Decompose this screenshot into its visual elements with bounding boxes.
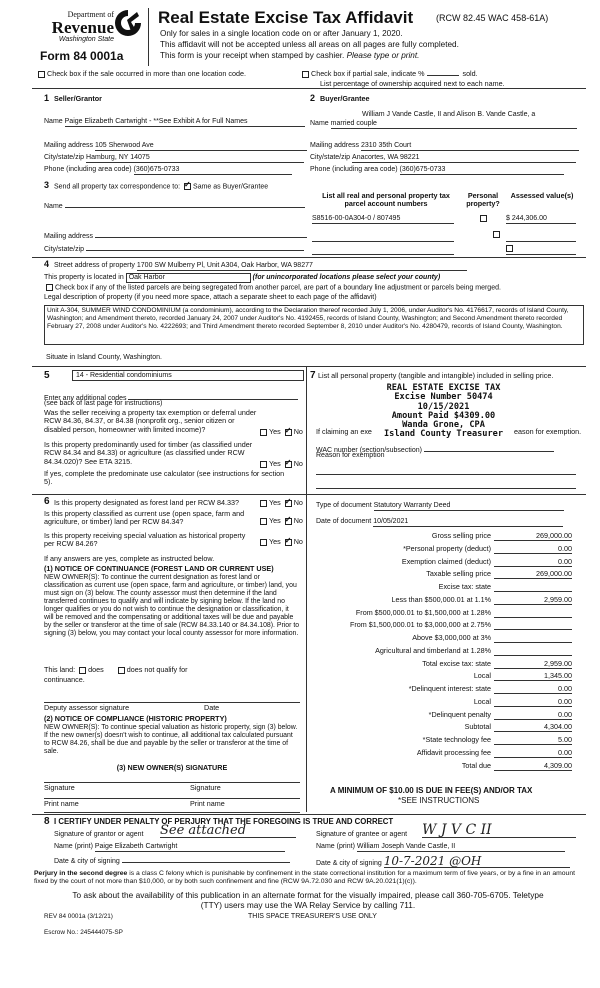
tax-row-label: Total excise tax: state xyxy=(422,658,491,668)
assessed-value-field[interactable]: $ 244,306.00 xyxy=(506,215,576,224)
current-use-yes-checkbox[interactable] xyxy=(260,518,267,525)
does-qualify-checkbox[interactable] xyxy=(79,667,86,674)
forest-section-num: 6 xyxy=(44,496,50,507)
tax-row-value[interactable]: 2,959.00 xyxy=(494,660,572,669)
seller-phone-label: Phone (including area code) xyxy=(44,166,132,173)
if-yes-note: If any answers are yes, complete as instructed below. xyxy=(44,554,215,563)
wac-label: WAC number (section/subsection) xyxy=(316,447,422,454)
tax-row-value[interactable] xyxy=(494,621,572,630)
tax-row-label: *Personal property (deduct) xyxy=(403,543,491,553)
tax-row-label: Excise tax: state xyxy=(438,582,491,592)
certify-text: I CERTIFY UNDER PENALTY OF PERJURY THAT THE FOREGOING IS TRUE AND CORRECT xyxy=(54,817,394,826)
deputy-date-label: Date xyxy=(204,703,220,712)
segregated-label: Check box if any of the listed parcels are being segregated from another parcel, are part of a boundary line adjustment or parcels being merged. xyxy=(55,284,501,292)
wac-field[interactable] xyxy=(424,444,554,452)
correspondence-label: Send all property tax correspondence to: xyxy=(54,183,181,191)
personal-col-header: Personal property? xyxy=(466,191,500,209)
land-use-select[interactable]: 14 - Residential condominiums xyxy=(72,370,304,381)
stamp-line-6: Island County Treasurer xyxy=(384,429,503,440)
timber-yes-no xyxy=(258,460,303,468)
no-label: No xyxy=(293,459,303,468)
corr-name-field[interactable] xyxy=(65,200,305,208)
tax-row xyxy=(316,558,586,568)
tax-row xyxy=(316,762,586,772)
located-label: This property is located in xyxy=(44,274,124,281)
stamp-line-1: REAL ESTATE EXCISE TAX xyxy=(386,383,501,393)
alt-format-line-1: To ask about the availability of this publication in an alternate format for the visually impaired, please call 360-705-6705. Teletype xyxy=(72,890,544,900)
form-title: Real Estate Excise Tax Affidavit xyxy=(158,8,414,27)
grantee-sig-label: Signature of grantee or agent xyxy=(316,831,408,838)
yes-label: Yes xyxy=(269,516,281,525)
tax-row-value[interactable]: 4,309.00 xyxy=(494,762,572,771)
assessed-col-header: Assessed value(s) xyxy=(510,191,574,200)
buyer-phone-label: Phone (including area code) xyxy=(310,166,398,173)
seller-mail-row xyxy=(44,142,307,151)
tax-row-label: Less than $500,000.01 at 1.1% xyxy=(391,594,491,604)
seller-name-row xyxy=(44,118,305,127)
timber-question: Is this property predominantly used for timber (as classified under RCW 84.34 and 84.33) or agriculture (as classified under RCW 84.34.020)? See ETA 3215. xyxy=(44,440,253,466)
tax-row xyxy=(316,532,586,542)
stamp-line-4: Amount Paid $4309.00 xyxy=(391,410,496,421)
tax-row-label: *Delinquent interest: state xyxy=(408,684,491,694)
tax-row-value[interactable] xyxy=(494,634,572,643)
tax-row xyxy=(316,570,586,580)
tax-row-value[interactable]: 5.00 xyxy=(494,736,572,745)
corr-name-label: Name xyxy=(44,203,63,210)
tax-row-label: Exemption claimed (deduct) xyxy=(401,556,491,566)
form-rcw: (RCW 82.45 WAC 458-61A) xyxy=(436,13,549,23)
forest-question: Is this property designated as forest land per RCW 84.33? xyxy=(54,498,239,507)
grantee-date-field[interactable]: 10-7-2021 @OH xyxy=(384,855,570,868)
seller-phone-row xyxy=(44,166,292,175)
tax-row xyxy=(316,749,586,759)
seller-mail-label: Mailing address xyxy=(44,142,94,149)
seller-mail-field[interactable]: 105 Sherwood Ave xyxy=(95,142,307,151)
corr-mail-field[interactable] xyxy=(95,230,307,238)
grantee-print-label: Name (print) xyxy=(316,843,355,850)
current-use-yes-no xyxy=(258,517,303,525)
buyer-mail-row xyxy=(310,142,579,151)
owner-print-label-2: Print name xyxy=(190,799,225,808)
tax-row-label: Gross selling price xyxy=(431,531,491,540)
corr-city-field[interactable] xyxy=(86,243,304,251)
correspondence-section-num: 3 xyxy=(44,180,50,190)
continuance-label: continuance. xyxy=(44,675,85,684)
note-3: This form is your receipt when stamped by cashier. Please type or print. xyxy=(160,51,420,60)
situate-text: Situate in Island County, Washington. xyxy=(46,354,162,361)
partial-sale-label: Check box if partial sale, indicate % xyxy=(311,69,425,78)
tax-row-value[interactable]: 0.00 xyxy=(494,711,572,720)
owner-print-label-1: Print name xyxy=(44,799,79,808)
doc-type-field[interactable]: Statutory Warranty Deed xyxy=(374,502,564,511)
tax-row-label: Subtotal xyxy=(464,722,491,732)
perjury-notice xyxy=(34,870,582,887)
corr-mail-row xyxy=(44,230,307,241)
forest-no-checkbox[interactable] xyxy=(285,500,292,507)
legal-description-box[interactable]: Unit A-304, SUMMER WIND CONDOMINIUM (a condominium), according to the Declaration thereof recorded July 1, 2006, under Auditor's No. 4176617, records of Island County, Washington; and Amendment thereto, recorded January 24, 2007 under Auditor's No. 4192455, records of Island County, Washington; and Second Amendment thereto recorded February 27, 2008 under Auditor's No. 4222693; and Third Amendment thereto recorded September 8, 2010 under Auditor's No. 4280479, records of Island County, Washington. xyxy=(44,305,584,345)
tax-row-label: Local xyxy=(473,696,491,706)
multi-location-row xyxy=(36,70,246,78)
same-as-buyer-checkbox[interactable] xyxy=(184,183,191,190)
tax-row xyxy=(316,685,586,695)
exemption-no-checkbox[interactable] xyxy=(285,429,292,436)
tax-row xyxy=(316,647,586,657)
grantor-print-field[interactable]: Paige Elizabeth Cartwright xyxy=(95,843,285,852)
yes-label: Yes xyxy=(269,537,281,546)
tax-row-value[interactable]: 0.00 xyxy=(494,558,572,567)
yes-label: Yes xyxy=(269,427,281,436)
perjury-text: is a class C felony which is punishable by confinement in the state correctional institution for a maximum term of five years, or by a fine in an amount fixed by the court of not more than $10,000, or by both such confinement and fine (RCW 9A.72.030 and RCW 9A.20.021(1)(c)). xyxy=(34,870,575,886)
agency-logo xyxy=(34,10,114,44)
stamp-line-3: 10/15/2021 xyxy=(417,401,470,412)
legal-desc-label: Legal description of property (if you need more space, attach a separate sheet to each page of the affidavit) xyxy=(44,294,377,301)
forest-yes-checkbox[interactable] xyxy=(260,500,267,507)
partial-sold-label: sold. xyxy=(462,69,478,78)
claim-exemption-start: If claiming an exe xyxy=(316,427,372,436)
agency-state: Washington State xyxy=(58,36,114,44)
alt-format-notice xyxy=(34,890,582,911)
stamp-line-2: Excise Number 50474 xyxy=(394,392,493,403)
tax-row xyxy=(316,672,586,682)
alt-format-line-2: (TTY) users may use the WA Relay Service by calling 711. xyxy=(200,900,416,911)
tax-row-label: *Delinquent penalty xyxy=(428,709,491,719)
compliance-text: NEW OWNER(S): To continue special valuation as historic property, sign (3) below. If the new owner(s) doesn't wish to continue, all additional tax calculated pursuant to RCW 84.26, shall be due and payable by the seller or transferor at the time of sale. xyxy=(44,724,298,755)
tax-row-label: Local xyxy=(473,671,491,681)
tax-row-value[interactable]: 0.00 xyxy=(494,698,572,707)
tax-row-label: Agricultural and timberland at 1.28% xyxy=(375,645,491,655)
agency-revenue: Revenue xyxy=(51,18,114,38)
doc-type-label: Type of document xyxy=(316,502,372,509)
tax-row xyxy=(316,609,586,619)
seller-phone-field[interactable]: (360)675-0733 xyxy=(134,166,292,175)
seller-city-field[interactable]: Hamburg, NY 14075 xyxy=(86,154,304,163)
owner-sig-label-2: Signature xyxy=(190,783,221,792)
grantee-signature[interactable]: W J V C II xyxy=(422,822,576,838)
tax-row-label: Affidavit processing fee xyxy=(416,747,491,757)
corr-city-label: City/state/zip xyxy=(44,246,85,253)
doc-date-row xyxy=(316,518,563,527)
tax-row-value[interactable] xyxy=(494,583,572,592)
buyer-section-title: Buyer/Grantee xyxy=(320,94,370,103)
land-qualify-row xyxy=(44,666,300,674)
new-owner-signature-title: (3) NEW OWNER(S) SIGNATURE xyxy=(116,763,228,772)
land-use-section-num: 5 xyxy=(44,370,50,381)
doc-date-label: Date of document xyxy=(316,518,372,525)
corr-mail-label: Mailing address xyxy=(44,233,94,240)
seller-section-num: 1 xyxy=(44,93,50,103)
parcel-number-field[interactable]: S8516-00-0A304-0 / 807495 xyxy=(312,215,454,224)
personal-property-checkbox-1[interactable] xyxy=(480,215,487,222)
tax-row xyxy=(316,634,586,644)
multi-location-checkbox[interactable] xyxy=(38,71,45,78)
no-label: No xyxy=(293,516,303,525)
tax-row-value[interactable]: 1,345.00 xyxy=(494,672,572,681)
partial-sale-checkbox[interactable] xyxy=(302,71,309,78)
grantee-date-row xyxy=(316,855,570,868)
tax-row xyxy=(316,596,586,606)
no-label: No xyxy=(293,427,303,436)
exemption-question: Was the seller receiving a property tax exemption or deferral under RCW 84.36, 84.37, or 84.38 (nonprofit org., senior citizen or disabled person, homeowner with limited income)? xyxy=(44,408,257,434)
tax-row-value[interactable] xyxy=(494,609,572,618)
partial-list-note: List percentage of ownership acquired next to each name. xyxy=(320,79,505,88)
personal-property-section-num: 7 xyxy=(310,370,316,381)
historic-yes-checkbox[interactable] xyxy=(260,539,267,546)
buyer-phone-row xyxy=(310,166,564,175)
parcel-col-header: List all real and personal property tax parcel account numbers xyxy=(322,191,450,209)
yes-label: Yes xyxy=(269,459,281,468)
no-label: No xyxy=(293,498,303,507)
grantee-print-row xyxy=(316,843,565,852)
corr-name-row xyxy=(44,200,305,211)
yes-label: Yes xyxy=(269,498,281,507)
timber-no-checkbox[interactable] xyxy=(285,461,292,468)
exemption-yes-checkbox[interactable] xyxy=(260,429,267,436)
buyer-name-field[interactable]: married couple xyxy=(331,120,577,129)
owner-sig-label-1: Signature xyxy=(44,783,75,792)
certify-section-num: 8 xyxy=(44,816,50,827)
continuance-title: (1) NOTICE OF CONTINUANCE (FOREST LAND OR CURRENT USE) xyxy=(44,564,274,573)
note-1: Only for sales in a single location code on or after January 1, 2020. xyxy=(160,29,403,38)
treasurer-stamp xyxy=(376,384,511,440)
buyer-city-label: City/state/zip xyxy=(310,154,351,161)
doc-date-field[interactable]: 10/05/2021 xyxy=(373,518,563,527)
escrow-number: Escrow No.: 245444075-SP xyxy=(44,929,123,936)
grantee-print-field[interactable]: William Joseph Vande Castle, II xyxy=(357,843,565,852)
doc-type-row xyxy=(316,502,564,511)
located-select[interactable]: Oak Harbor xyxy=(126,273,251,283)
see-instructions: *SEE INSTRUCTIONS xyxy=(398,796,480,805)
personal-property-checkbox-3[interactable] xyxy=(506,245,513,252)
historic-yes-no xyxy=(258,538,303,546)
tax-row xyxy=(316,723,586,733)
additional-codes-field[interactable] xyxy=(128,392,298,400)
wa-revenue-logo-icon xyxy=(113,8,143,38)
codes-sub: (see back of last page for instructions) xyxy=(44,400,163,407)
form-number: Form 84 0001a xyxy=(40,49,124,63)
tax-row-label: From $500,000.01 to $1,500,000 at 1.28% xyxy=(355,607,491,617)
note-2: This affidavit will not be accepted unless all areas on all pages are fully completed. xyxy=(160,40,459,49)
grantor-date-field[interactable] xyxy=(122,855,290,863)
codes-label: Enter any additional codes xyxy=(44,395,127,402)
street-label: Street address of property xyxy=(54,262,135,269)
treasurer-use-label: THIS SPACE TREASURER'S USE ONLY xyxy=(248,913,377,920)
predominate-use-note: If yes, complete the predominate use calculator (see instructions for section 5). xyxy=(44,469,285,487)
tax-row-value[interactable] xyxy=(494,647,572,656)
same-as-buyer-label: Same as Buyer/Grantee xyxy=(193,183,269,191)
reason-label: Reason for exemption xyxy=(316,452,385,459)
buyer-section-num: 2 xyxy=(310,93,316,103)
street-row xyxy=(54,262,467,271)
no-label: No xyxy=(293,537,303,546)
buyer-city-row xyxy=(310,154,576,163)
seller-name-field[interactable]: Paige Elizabeth Cartwright - **See Exhibit A for Full Names xyxy=(65,118,305,127)
buyer-mail-label: Mailing address xyxy=(310,142,360,149)
segregated-checkbox[interactable] xyxy=(46,284,53,291)
deputy-signature-label: Deputy assessor signature xyxy=(44,703,130,712)
tax-row xyxy=(316,711,586,721)
seller-city-label: City/state/zip xyxy=(44,154,85,161)
does-label: does xyxy=(88,665,104,674)
agency-dept: Department of xyxy=(67,10,114,19)
seller-name-label: Name xyxy=(44,118,63,125)
buyer-name-row xyxy=(310,120,577,129)
compliance-title: (2) NOTICE OF COMPLIANCE (HISTORIC PROPERTY) xyxy=(44,714,227,723)
segregated-row xyxy=(44,284,501,292)
grantor-print-row xyxy=(54,843,285,852)
tax-row-label: *State technology fee xyxy=(422,735,491,745)
this-land-label: This land: xyxy=(44,665,76,674)
minimum-fee-note: A MINIMUM OF $10.00 IS DUE IN FEE(S) AND/OR TAX xyxy=(330,786,533,795)
tax-row xyxy=(316,545,586,555)
current-use-question: Is this property classified as current use (open space, farm and agriculture, or timber) land per RCW 84.34? xyxy=(44,509,245,527)
tax-row-label: Total due xyxy=(461,760,491,770)
personal-property-checkbox-2[interactable] xyxy=(493,231,500,238)
tax-row-value[interactable]: 0.00 xyxy=(494,685,572,694)
forest-yes-no xyxy=(258,499,303,507)
tax-row-value[interactable]: 269,000.00 xyxy=(494,570,572,579)
corr-city-row xyxy=(44,243,304,254)
current-use-no-checkbox[interactable] xyxy=(285,518,292,525)
seller-city-row xyxy=(44,154,304,163)
grantee-date-label: Date & city of signing xyxy=(316,860,382,867)
buyer-mail-field[interactable]: 2310 35th Court xyxy=(361,142,579,151)
historic-no-checkbox[interactable] xyxy=(285,539,292,546)
revision-number: REV 84 0001a (3/12/21) xyxy=(44,913,113,920)
tax-row xyxy=(316,583,586,593)
does-not-qualify-checkbox[interactable] xyxy=(118,667,125,674)
tax-row xyxy=(316,660,586,670)
tax-row-label: Taxable selling price xyxy=(426,569,491,579)
grantor-date-label: Date & city of signing xyxy=(54,858,120,865)
buyer-city-field[interactable]: Anacortes, WA 98221 xyxy=(352,154,576,163)
claim-exemption-end: eason for exemption. xyxy=(514,427,582,436)
tax-row-label: Above $3,000,000 at 3% xyxy=(412,633,491,643)
property-section-num: 4 xyxy=(44,259,50,269)
multi-location-label: Check box if the sale occurred in more than one location code. xyxy=(47,69,246,78)
buyer-phone-field[interactable]: (360)675-0733 xyxy=(400,166,564,175)
tax-row-label: From $1,500,000.01 to $3,000,000 at 2.75% xyxy=(349,620,491,630)
tax-row xyxy=(316,736,586,746)
street-field[interactable]: 1700 SW Mulberry Pl, Unit A304, Oak Harbor, WA 98277 xyxy=(137,262,467,271)
partial-percent-field[interactable] xyxy=(427,75,459,76)
tax-row-value[interactable]: 0.00 xyxy=(494,545,572,554)
correspondence-row xyxy=(54,183,268,191)
located-row xyxy=(44,273,440,283)
unincorporated-note: (for unincorporated locations please select your county) xyxy=(252,274,441,281)
seller-section-title: Seller/Grantor xyxy=(54,94,102,103)
grantor-date-row xyxy=(54,855,290,866)
historic-question: Is this property receiving special valuation as historical property per RCW 84.26? xyxy=(44,531,246,549)
does-not-label: does not qualify for xyxy=(126,665,188,674)
buyer-name-label: Name xyxy=(310,120,329,127)
grantor-print-label: Name (print) xyxy=(54,843,93,850)
tax-row xyxy=(316,621,586,631)
exemption-yes-no xyxy=(258,428,303,436)
tax-row-value[interactable]: 0.00 xyxy=(494,749,572,758)
grantor-sig-label: Signature of grantor or agent xyxy=(54,831,144,838)
grantor-signature[interactable]: See attached xyxy=(160,824,296,838)
timber-yes-checkbox[interactable] xyxy=(260,461,267,468)
buyer-name-line1[interactable]: William J Vande Castle, II and Alison B. Vande Castle, a xyxy=(362,111,536,118)
tax-row-value[interactable]: 4,304.00 xyxy=(494,723,572,732)
partial-sale-row xyxy=(300,70,478,78)
tax-row xyxy=(316,698,586,708)
personal-property-text: List all personal property (tangible and intangible) included in selling price. xyxy=(318,371,554,380)
continuance-text: NEW OWNER(S): To continue the current designation as forest land or classification as current use (open space, farm and agriculture, or timber) land, you must sign on (3) below. The county assessor must then determine if the land transferred continues to qualify and will indicate by signing below. If the land no longer qualifies or you do not wish to continue the designation or classification, it will be removed and the compensating or additional taxes will be due and payable by the seller or transferor at the time of sale (RCW 84.33.140 or 84.34.108). Prior to signing (3) below, you may contact your local county assessor for more information. xyxy=(44,574,300,637)
tax-row-value[interactable]: 269,000.00 xyxy=(494,532,572,541)
tax-row-value[interactable]: 2,959.00 xyxy=(494,596,572,605)
perjury-bold: Perjury in the second degree xyxy=(34,870,128,877)
stamp-line-5: Wanda Grone, CPA xyxy=(402,420,485,431)
